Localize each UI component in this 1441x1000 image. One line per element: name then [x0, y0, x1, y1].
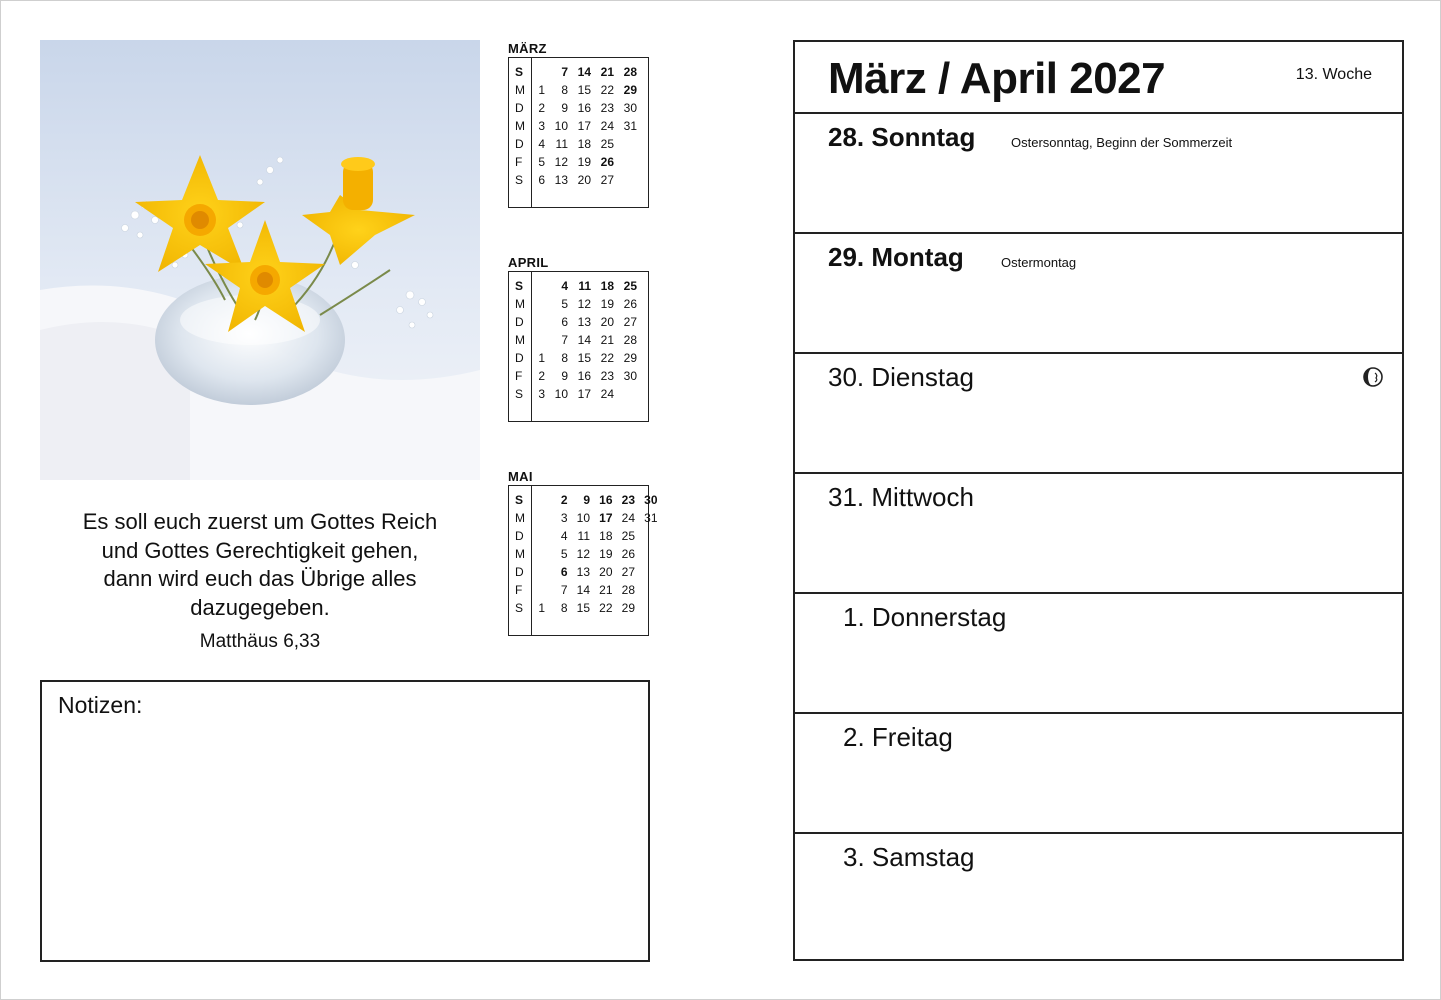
mini-calendar-weekday: D — [515, 137, 524, 151]
day-label: 28. Sonntag — [828, 122, 976, 152]
daffodil-illustration — [40, 40, 480, 480]
mini-calendar-day: 31 — [644, 511, 658, 525]
mini-calendar-day: 19 — [600, 297, 614, 311]
mini-calendar-day: 26 — [600, 155, 614, 169]
mini-calendar-weekday: M — [515, 547, 525, 561]
day-row[interactable] — [795, 234, 1402, 354]
quote-line: Es soll euch zuerst um Gottes Reich — [82, 509, 438, 534]
mini-calendar-weekday: M — [515, 119, 525, 133]
day-label: 29. Montag — [828, 242, 964, 272]
mini-calendar-day: 24 — [600, 119, 614, 133]
mini-calendar-month-name: APRIL — [508, 255, 549, 270]
mini-calendar-day: 9 — [583, 493, 590, 507]
day-label: 3. Samstag — [843, 842, 975, 872]
mini-calendar-weekday: S — [515, 601, 524, 615]
mini-calendar-day: 11 — [577, 529, 590, 543]
mini-calendar-day: 27 — [623, 315, 637, 329]
mini-calendar-day: 21 — [600, 65, 614, 79]
mini-calendar-month-name: MAI — [508, 469, 533, 484]
mini-calendar-day: 13 — [577, 315, 591, 329]
mini-calendar-weekday: D — [515, 565, 524, 579]
daffodil-photo — [40, 40, 480, 480]
mini-calendar-day: 24 — [621, 511, 635, 525]
mini-calendar-day: 24 — [600, 387, 614, 401]
mini-calendar-day: 30 — [623, 369, 637, 383]
mini-calendar-day: 9 — [561, 369, 568, 383]
mini-calendar-day: 25 — [600, 137, 614, 151]
mini-calendar-weekday: D — [515, 315, 524, 329]
mini-calendar-weekday: M — [515, 83, 525, 97]
mini-calendar-day: 20 — [600, 315, 614, 329]
mini-calendar-day: 13 — [554, 173, 568, 187]
mini-calendar-day: 2 — [560, 493, 568, 507]
mini-calendar-day: 17 — [577, 119, 591, 133]
mini-calendar-day: 18 — [599, 529, 613, 543]
quote-line: dazugegeben. — [190, 594, 330, 620]
mini-calendar-day: 4 — [561, 279, 568, 293]
mini-calendar-day: 5 — [560, 547, 568, 561]
mini-calendar-day: 3 — [538, 119, 545, 133]
quote-line: dann wird euch das Übrige alles — [103, 566, 417, 591]
mini-calendar-grid — [508, 271, 649, 422]
mini-calendar-day: 29 — [623, 351, 637, 365]
day-row[interactable] — [795, 714, 1402, 834]
mini-calendar-day: 10 — [554, 119, 568, 133]
day-row[interactable] — [795, 114, 1402, 234]
mini-calendar-day: 25 — [621, 529, 635, 543]
mini-calendar-grid — [508, 57, 649, 208]
mini-calendar-weekday: S — [515, 65, 524, 79]
day-label: 31. Mittwoch — [828, 482, 974, 512]
mini-calendar-weekday: M — [515, 511, 525, 525]
mini-calendar-day: 15 — [576, 601, 590, 615]
mini-calendar-day: 17 — [577, 387, 591, 401]
mini-calendar-maerz — [508, 41, 649, 208]
mini-calendar-day: 12 — [576, 547, 590, 561]
mini-calendar-day: 2 — [538, 101, 545, 115]
mini-calendar-day: 21 — [599, 583, 613, 597]
mini-calendar-day: 18 — [600, 279, 614, 293]
mini-calendar-weekday: D — [515, 101, 524, 115]
mini-calendar-day: 7 — [561, 65, 568, 79]
mini-calendar-weekday: F — [515, 155, 523, 169]
mini-calendar-day: 16 — [577, 369, 591, 383]
mini-calendar-weekday: M — [515, 297, 525, 311]
mini-calendar-day: 21 — [600, 333, 614, 347]
quote-line: und Gottes Gerechtigkeit gehen, — [101, 537, 419, 563]
mini-calendar-day: 7 — [561, 333, 568, 347]
mini-calendar-day: 3 — [538, 387, 545, 401]
mini-calendar-day: 31 — [623, 119, 637, 133]
planner-title: März / April 2027 — [828, 54, 1166, 103]
mini-calendar-day: 15 — [577, 351, 591, 365]
mini-calendar-weekday: S — [515, 279, 524, 293]
mini-calendar-day: 3 — [560, 511, 568, 525]
notes-label: Notizen: — [58, 692, 143, 718]
mini-calendar-day: 1 — [538, 83, 545, 97]
mini-calendar-day: 6 — [561, 315, 568, 329]
mini-calendar-day: 2 — [538, 369, 545, 383]
mini-calendar-day: 23 — [621, 493, 635, 507]
mini-calendar-april — [508, 255, 649, 422]
mini-calendar-day: 14 — [576, 583, 590, 597]
mini-calendar-day: 14 — [577, 333, 591, 347]
mini-calendar-day: 8 — [561, 351, 568, 365]
mini-calendar-day: 23 — [600, 101, 614, 115]
mini-calendar-day: 27 — [600, 173, 614, 187]
mini-calendar-day: 12 — [577, 297, 591, 311]
quote-reference: Matthäus 6,33 — [199, 631, 321, 652]
mini-calendar-day: 28 — [623, 333, 637, 347]
mini-calendar-weekday: F — [515, 583, 523, 597]
day-label: 2. Freitag — [843, 722, 953, 752]
mini-calendar-grid — [508, 485, 658, 636]
mini-calendar-day: 1 — [538, 601, 545, 615]
week-planner — [793, 40, 1404, 961]
mini-calendar-day: 4 — [560, 529, 568, 543]
mini-calendar-day: 15 — [577, 83, 591, 97]
day-row[interactable] — [795, 474, 1402, 594]
mini-calendar-mai — [508, 469, 658, 636]
mini-calendar-day: 5 — [538, 155, 545, 169]
day-row[interactable] — [795, 834, 1402, 955]
mini-calendar-day: 1 — [538, 351, 545, 365]
mini-calendar-day: 18 — [577, 137, 591, 151]
mini-calendar-day: 30 — [623, 101, 637, 115]
mini-calendar-day: 12 — [554, 155, 568, 169]
mini-calendar-weekday: D — [515, 351, 524, 365]
mini-calendar-day: 4 — [538, 137, 545, 151]
mini-calendar-day: 20 — [577, 173, 591, 187]
mini-calendar-day: 19 — [577, 155, 591, 169]
mini-calendar-day: 26 — [621, 547, 635, 561]
mini-calendar-day: 8 — [560, 601, 568, 615]
day-row[interactable] — [795, 594, 1402, 714]
mini-calendar-weekday: M — [515, 333, 525, 347]
mini-calendar-day: 22 — [600, 351, 614, 365]
mini-calendar-day: 20 — [599, 565, 613, 579]
mini-calendar-day: 26 — [623, 297, 637, 311]
day-note: Ostermontag — [1001, 255, 1077, 270]
mini-calendar-day: 9 — [561, 101, 568, 115]
mini-calendar-day: 7 — [560, 583, 568, 597]
mini-calendar-day: 27 — [621, 565, 635, 579]
mini-calendar-weekday: D — [515, 529, 524, 543]
week-number: 13. Woche — [1295, 66, 1372, 83]
mini-calendar-weekday: S — [515, 387, 524, 401]
mini-calendar-day: 17 — [599, 511, 613, 525]
mini-calendar-day: 22 — [599, 601, 613, 615]
mini-calendar-day: 6 — [560, 565, 568, 579]
mini-calendar-month-name: MÄRZ — [508, 41, 547, 56]
mini-calendar-day: 16 — [599, 493, 613, 507]
mini-calendar-day: 13 — [576, 565, 590, 579]
mini-calendar-day: 30 — [644, 493, 658, 507]
mini-calendar-weekday: S — [515, 493, 524, 507]
mini-calendar-day: 28 — [621, 583, 635, 597]
notes-box[interactable] — [40, 680, 650, 962]
day-note: Ostersonntag, Beginn der Sommerzeit — [1011, 135, 1233, 150]
mini-calendar-day: 11 — [555, 137, 568, 151]
mini-calendar-day: 16 — [577, 101, 591, 115]
planner-header — [795, 42, 1402, 114]
mini-calendar-day: 5 — [561, 297, 568, 311]
mini-calendar-day: 10 — [576, 511, 590, 525]
mini-calendar-day: 10 — [554, 387, 568, 401]
last-quarter-moon-icon — [1362, 366, 1384, 393]
day-label: 30. Dienstag — [828, 362, 974, 392]
mini-calendar-day: 6 — [538, 173, 545, 187]
mini-calendar-day: 25 — [623, 279, 637, 293]
mini-calendar-day: 22 — [600, 83, 614, 97]
mini-calendar-day: 11 — [578, 279, 591, 293]
mini-calendar-day: 29 — [623, 83, 637, 97]
mini-calendar-day: 14 — [577, 65, 591, 79]
day-row[interactable] — [795, 354, 1402, 474]
bible-quote — [40, 508, 480, 654]
mini-calendar-day: 29 — [621, 601, 635, 615]
mini-calendar-weekday: F — [515, 369, 523, 383]
mini-calendar-weekday: S — [515, 173, 524, 187]
day-label: 1. Donnerstag — [843, 602, 1007, 632]
mini-calendar-day: 19 — [599, 547, 613, 561]
mini-calendar-day: 23 — [600, 369, 614, 383]
mini-calendar-day: 8 — [561, 83, 568, 97]
mini-calendar-day: 28 — [623, 65, 637, 79]
